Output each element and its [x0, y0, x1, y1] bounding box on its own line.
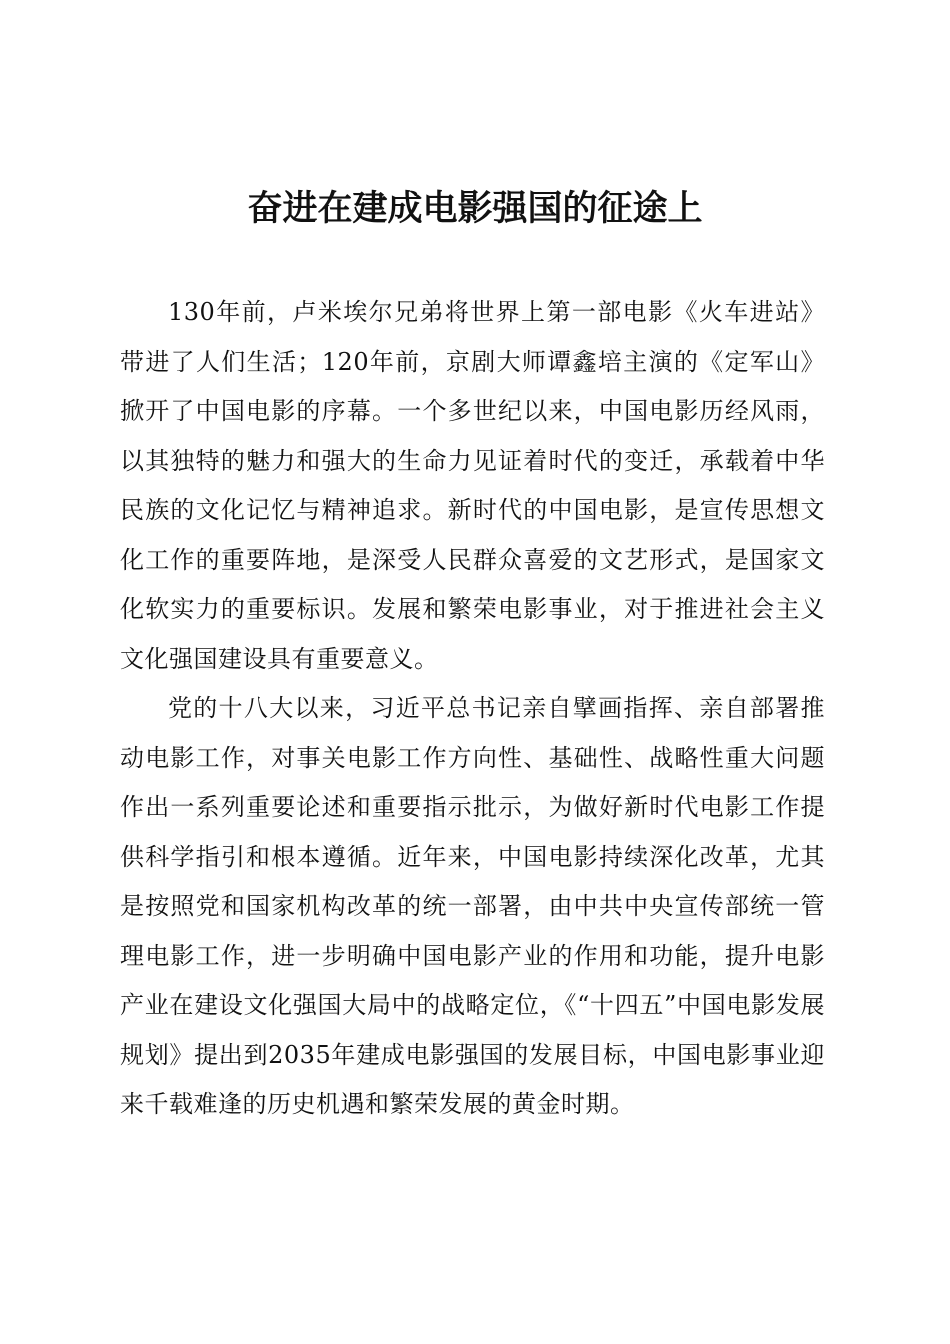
paragraph-1: 130年前，卢米埃尔兄弟将世界上第一部电影《火车进站》带进了人们生活；120年前，京剧大师谭鑫培主演的《定军山》掀开了中国电影的序幕。一个多世纪以来，中国电影历经风雨，以其独特的魅力和强大的生命力见证着时代的变迁，承载着中华民族的文化记忆与精神追求。新时代的中国电影，是宣传思想文化工作的重要阵地，是深受人民群众喜爱的文艺形式，是国家文化软实力的重要标识。发展和繁荣电影事业，对于推进社会主义文化强国建设具有重要意义。: [120, 298, 825, 673]
document-title: 奋进在建成电影强国的征途上: [247, 188, 703, 229]
paragraph-2: 党的十八大以来，习近平总书记亲自擘画指挥、亲自部署推动电影工作，对事关电影工作方向性、基础性、战略性重大问题作出一系列重要论述和重要指示批示，为做好新时代电影工作提供科学指引和根本遵循。近年来，中国电影持续深化改革，尤其是按照党和国家机构改革的统一部署，由中共中央宣传部统一管理电影工作，进一步明确中国电影产业的作用和功能，提升电影产业在建设文化强国大局中的战略定位，《“十四五”中国电影发展规划》提出到2035年建成电影强国的发展目标，中国电影事业迎来千载难逢的历史机遇和繁荣发展的黄金时期。: [120, 694, 825, 1118]
document-body: [120, 288, 825, 1130]
